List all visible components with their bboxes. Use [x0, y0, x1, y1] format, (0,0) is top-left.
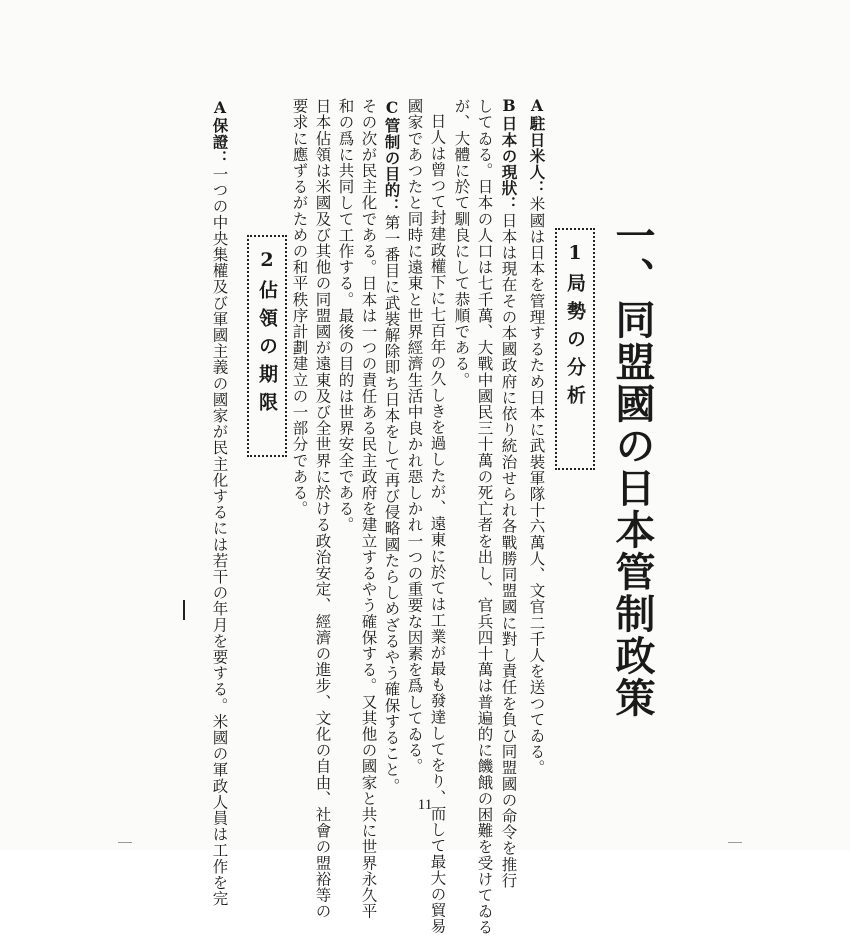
crop-mark [728, 842, 742, 843]
text-column-7 [383, 98, 400, 794]
text-column-10 [314, 98, 330, 919]
section-heading-box [555, 228, 595, 470]
column-label: A保證： [210, 98, 230, 166]
text-column-8 [360, 98, 376, 919]
text-column-9 [337, 98, 353, 533]
text-column-12 [211, 98, 228, 907]
column-text: 日本は現在その本國政府に依り統治せられ各戰勝同盟國に對し責任を負ひ同盟國の命令を推行 [499, 212, 518, 889]
text-column-1 [528, 96, 545, 776]
chapter-title: 一、同盟國の日本管制政策 [609, 215, 656, 719]
column-label: C管制の目的： [382, 98, 402, 215]
column-text: 日人は曾つて封建政權下に七百年の久しきを過したが、遠東に於ては工業が最も發達してをり、而して最大の貿易 [428, 113, 447, 935]
column-text: してゐる。日本の人口は七千萬、大戰中國民三十萬の死亡者を出し、官兵四十萬は普遍的に饑餓の困難を受けてゐる [475, 98, 494, 935]
text-column-4 [453, 98, 469, 388]
column-text: 第一番目に武裝解除即ち日本をして再び侵略國たらしめざるやう確保すること。 [382, 214, 401, 794]
column-text: 和の爲に共同して工作する。最後の目的は世界安全である。 [336, 98, 355, 533]
column-text: 日本佔領は米國及び其他の同盟國が遠東及び全世界に於ける政治安定、經濟の進步、文化の自由、社會の盟裕等の [313, 98, 332, 920]
page-number: 11 [417, 797, 433, 813]
text-column-11 [291, 98, 307, 517]
column-text: その次が民主化である。日本は一つの責任ある民主政府を建立するやう確保する。又其他の國家と共に世界永久平 [359, 98, 378, 920]
column-text: 一つの中央集權及び軍國主義の國家が民主化するには若干の年月を要する。米國の軍政人員は工作を完 [210, 165, 229, 907]
text-column-2 [500, 96, 517, 888]
column-text: 要求に應ずるがための和平秩序計劃建立の一部分である。 [290, 98, 309, 517]
section-heading-1: 1局勢の分析 [564, 242, 586, 413]
section-heading-box [247, 235, 287, 457]
column-text: が、大體に於て馴良にして恭順である。 [452, 98, 471, 388]
text-column-6 [406, 98, 422, 774]
column-label: A駐日米人： [527, 96, 547, 197]
column-text: 米國は日本を管理するため日本に武裝軍隊十六萬人、文官二千人を送つてゐる。 [527, 196, 546, 776]
crop-mark [118, 842, 132, 843]
column-label: B日本の現狀： [499, 96, 519, 213]
column-text: 國家であつたと同時に遠東と世界經濟生活中良かれ惡しかれ一つの重要な因素を爲してゐる。 [405, 98, 424, 775]
section-heading-2: 2佔領の期限 [256, 249, 278, 420]
margin-rule [183, 600, 185, 620]
